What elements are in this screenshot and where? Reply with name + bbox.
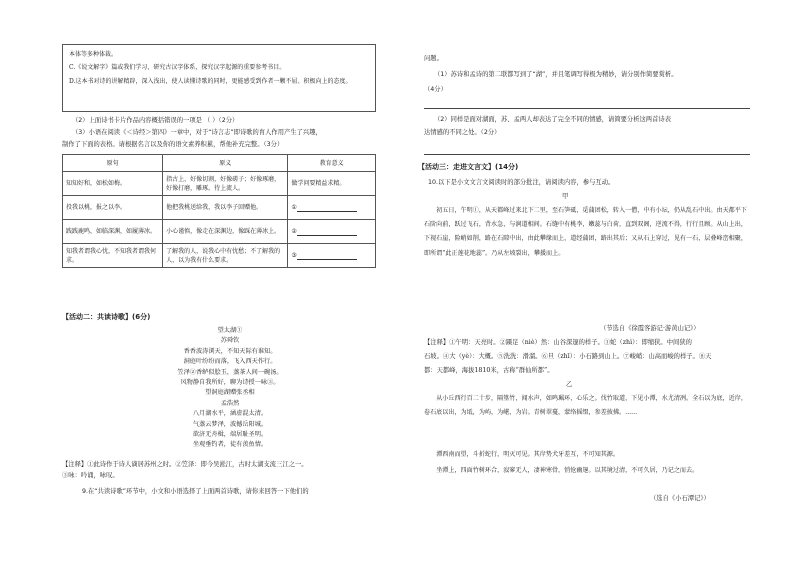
passage-yi-label: 乙 — [566, 381, 573, 388]
poem-line: 笠泽②香鲈似脍玉，蒸茶人间一碗汤。 — [177, 368, 283, 376]
cell-original: 践践鹿鸣，如临深渊，如履薄冰。 — [63, 220, 163, 244]
question-9: 9.在“共读诗歌”环节中，小文和小语选择了上面两首诗歌，请你来回答一下他们的 — [82, 488, 309, 495]
option-line: 本体等多种体裁。 — [69, 51, 118, 58]
poem-line: 风物静自我所好，聊为诗授一咏③。 — [180, 379, 280, 387]
answer-number: ② — [291, 228, 297, 235]
cell-original: 投我以桃，报之以李。 — [63, 196, 163, 220]
poem-2-author: 孟浩然 — [220, 399, 240, 407]
table-row — [63, 220, 376, 244]
jia-note-2: 石坡。④大（yè）：大概。⑤洗洗：滑溜。⑥旦（zhī）：小石路到山上。⑦峻峭：山高而峻的样子。⑧天 — [424, 353, 712, 360]
header-original: 原句 — [63, 155, 163, 172]
cell-meaning: 小心谨慎，像走在深渊边，像踩在薄冰上。 — [163, 220, 288, 244]
table-row — [63, 196, 376, 220]
passage-jia-source: （节选自《徐霞客游记·游黄山记》） — [600, 325, 700, 332]
activity-2-title: 【活动二：共读诗歌】(6分) — [62, 313, 151, 321]
cell-original: 知我者谓我心忧，不知我者谓我何求。 — [63, 244, 163, 268]
option-d: D.这本书对诗的讲解精辟，深入浅出，使人读懂诗歌的同时，更能感受到作者一颗不屈、积极向上的态度。 — [69, 77, 352, 85]
passage-jia-label: 甲 — [562, 193, 569, 200]
question-r1: （1）苏诗和孟诗的第二联都写到了“湖”，并且笔调写得极为精妙，请分别作简要赏析。 — [434, 71, 678, 78]
answer-number: ③ — [291, 252, 297, 259]
cell-meaning: 了解我的人，说我心中有忧愁；不了解我的人，以为我有什么要求。 — [163, 244, 288, 268]
table-row — [63, 244, 376, 268]
poem-2-title: 望洞庭湖赠张丞相 — [205, 389, 255, 397]
option-c: C.《说文解字》篇或我们学习，研究古汉字体系，探究汉字起源的重要参考书目。 — [69, 64, 286, 72]
poem-line: 气蒸云梦泽，波撼岳阳城。 — [192, 420, 268, 428]
passage-yi-source: （选自《小石潭记》） — [650, 495, 710, 502]
poem-note-2: ③咏：吟诵，咏叹。 — [62, 472, 119, 479]
answer-blank[interactable] — [297, 228, 357, 236]
poem-1-author: 苏舜钦 — [220, 337, 240, 345]
jia-note-3: 都：天都峰，海拔1810米，古称“群仙所都”。 — [424, 367, 554, 374]
question-3-line1: （3）小语在阅读《＜诗经＞第四》一章中，对于“诗言志”即诗歌的育人作用产生了兴趣， — [72, 129, 322, 136]
answer-cell-1[interactable] — [288, 196, 376, 220]
poem-line: 八月湖水平，涵虚混太清。 — [192, 410, 268, 418]
poem-line: 洞庭叶纷纷而落，飞入西天作行。 — [183, 358, 277, 366]
answer-cell-3[interactable] — [288, 244, 376, 268]
question-r1-score: （4分） — [424, 86, 447, 93]
question-r2-line1: （2）同样是面对湖面，苏、孟两人却表达了完全不同的情感，请简要分析这两首诗表 — [434, 116, 671, 123]
header-meaning: 原义 — [163, 155, 288, 172]
activity-3-title: 【活动三：走进文言文】(14分) — [418, 163, 519, 171]
cell-meaning: 指古上，好像切割，好像磋子；好像琢磨，好像打磨，雕琢。待上流人。 — [163, 172, 288, 196]
cell-original: 知知好和，如松如梅。 — [63, 172, 163, 196]
cell-education: 做学问要精益求精。 — [288, 172, 376, 196]
poem-line: 香香波涛浏天，不知天际有谁知。 — [183, 347, 277, 355]
passage-jia: 初五日，午明①，从天都峰过来北下二里，至石笋砥，觅蒲团松，转入一僧，中有小坛，仍从乱石中出。由天都平下石阶向前，跃过飞石，背水急，与涧道相间。石缝中有桃李，嫩蕊与白荷，直到双阁，逆流不得，行行且顾。从山上出，下视石崖，险峭如削，路在石隙中出，由此攀缘而上，道经蒲团，路出其后；又从石上穿过，见有一石，层叠峰峦相聚，即所谓“此正莲花地蕊”。乃从左坡裂出，攀援而上。 — [424, 207, 747, 257]
header-education: 教育意义 — [288, 155, 376, 172]
answer-line[interactable] — [424, 154, 750, 155]
poetry-table — [62, 154, 376, 268]
question-r2-line2: 达情感的不同之处。（2分） — [424, 129, 501, 136]
passage-yi-3: 坐潭上，四面竹树环合，寂寥无人，凄神寒骨，悄怆幽邃。以其境过清，不可久居，乃记之而去。 — [436, 467, 699, 474]
poem-1 — [150, 326, 310, 451]
poem-line: 坐观垂钓者，徒有羡鱼情。 — [192, 441, 268, 449]
question-2: （2）上面诗书卡片作品内容概括错误的一项是 （ ）（2分） — [72, 117, 239, 124]
answer-cell-2[interactable] — [288, 220, 376, 244]
poem-line: 欲济无舟楫，端居耻圣明。 — [192, 431, 268, 439]
answer-line[interactable] — [424, 108, 750, 109]
question-10: 10.以下是小文文言文阅读时的部分批注，请阅读内容，参与互动。 — [428, 179, 615, 186]
answer-blank[interactable] — [297, 252, 357, 260]
answer-number: ① — [291, 204, 297, 211]
passage-yi-2: 潭西南而望，斗折蛇行，明灭可见。其岸势犬牙差互，不可知其源。 — [436, 451, 619, 458]
continued-text: 问题。 — [424, 55, 443, 62]
table-row — [63, 172, 376, 196]
options-box — [62, 44, 376, 112]
jia-note-1: 【注释】①午明：天亮时。②蹑足（niè）然：山谷深邃的样子。③蛇（zhì）：即缩狭。中间狭的 — [424, 339, 692, 346]
question-3-line2: 制作了下面的表格。请根据名言以及你的语文素养积累，帮他补充完整。（3分） — [62, 141, 284, 148]
passage-yi-1: 从小丘西行百二十步，隔篁竹，闻水声，如鸣珮环，心乐之。伐竹取道，下见小潭，水尤清冽。全石以为底，近岸，卷石底以出，为坻，为屿，为嵁，为岩。青树翠蔓，蒙络摇缀，参差披拂。…… — [424, 395, 747, 417]
cell-meaning: 他把我桃送给我，我以李子回赠他。 — [163, 196, 288, 220]
poem-note-1: 【注释】①此诗作于诗人谪居苏州之时。②笠泽：即今吴淞江，古时太湖支流三江之一。 — [62, 461, 308, 468]
poem-1-title: 望太湖① — [217, 327, 243, 334]
answer-blank[interactable] — [297, 204, 357, 212]
